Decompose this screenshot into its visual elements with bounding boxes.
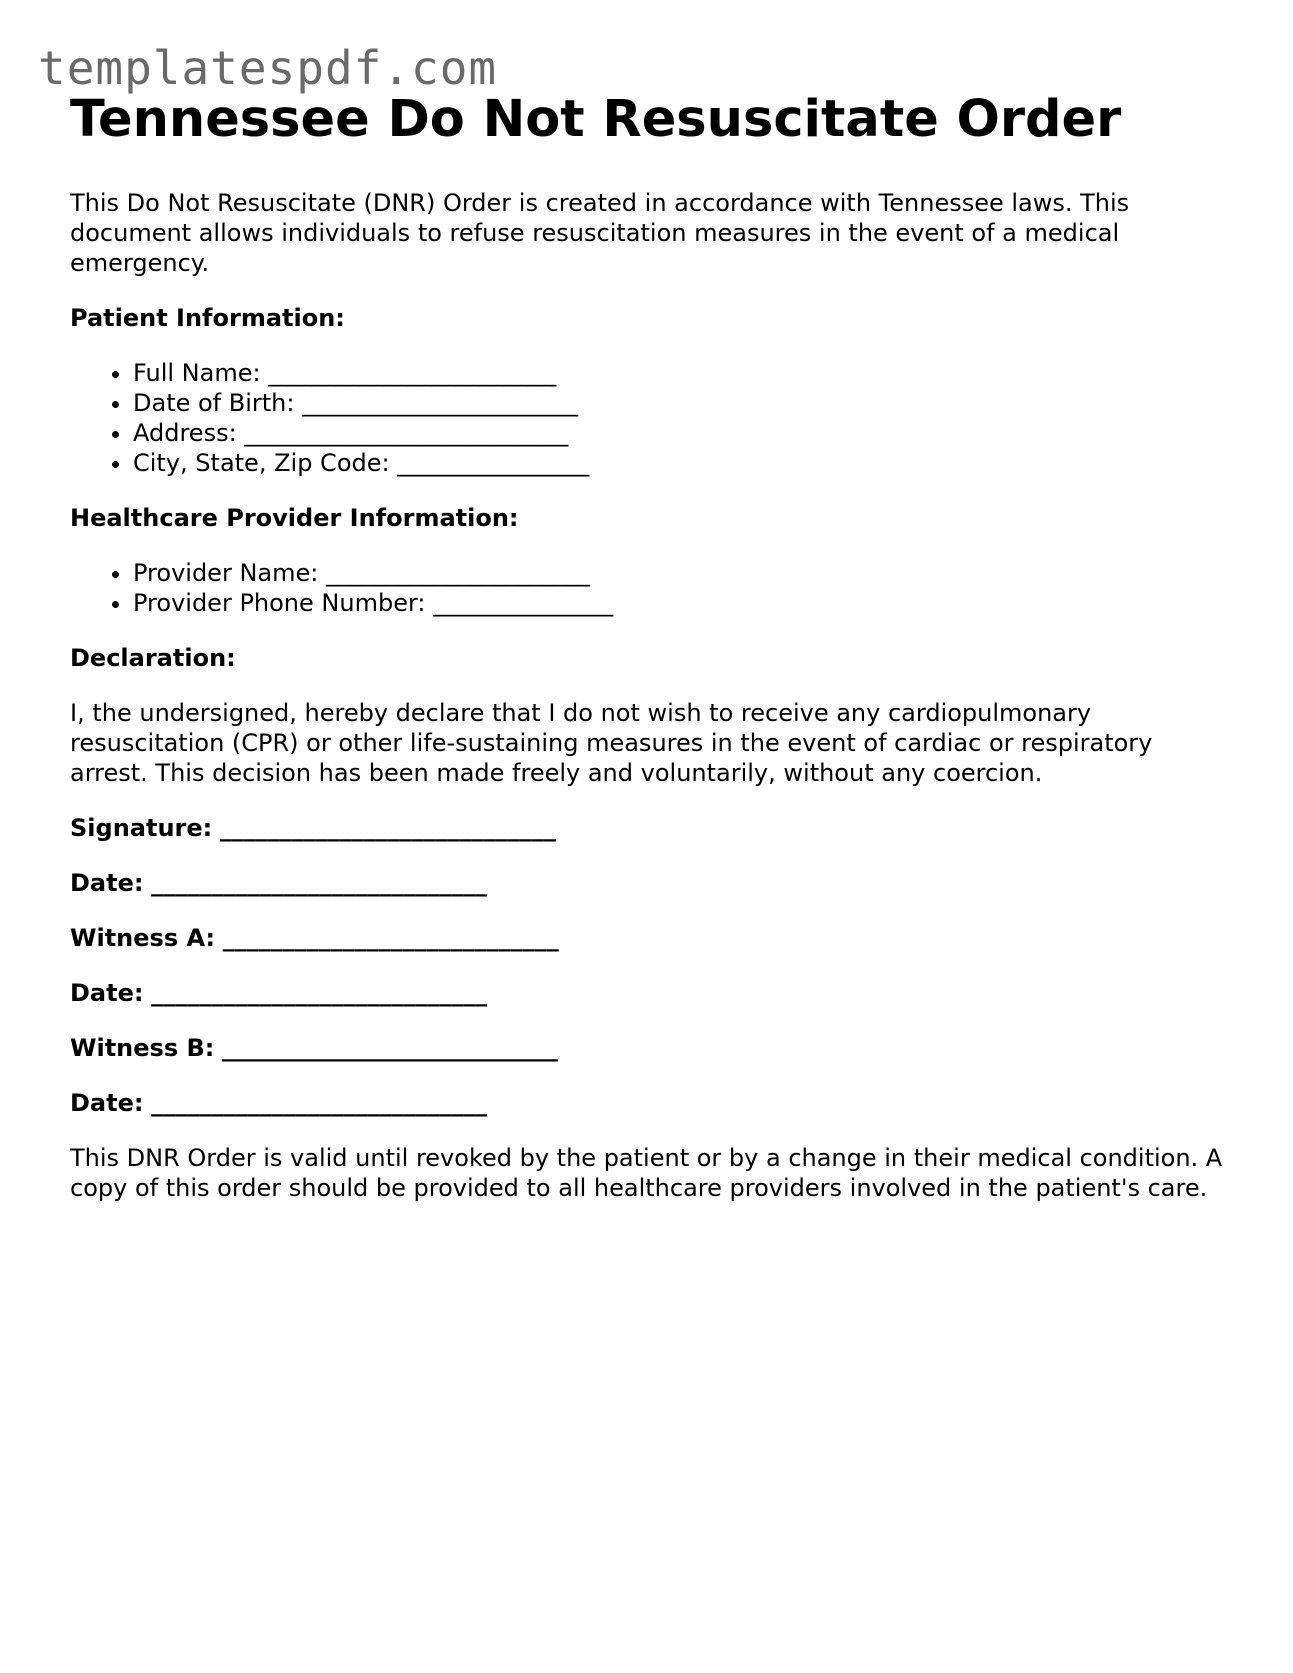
signature-date-blank: ____________________________ (151, 869, 488, 897)
witness-b-date-line (70, 1088, 1230, 1118)
signature-label: Signature: (70, 814, 213, 842)
provider-phone-field: • Provider Phone Number: _______________ (133, 588, 1230, 618)
provider-name-field: • Provider Name: ______________________ (133, 558, 1230, 588)
document-title: Tennessee Do Not Resuscitate Order (70, 90, 1122, 149)
watermark: templatespdf.com (38, 41, 498, 95)
witness-a-date-label: Date: (70, 979, 144, 1007)
witness-b-line (70, 1033, 1230, 1063)
patient-info-list (70, 358, 1230, 478)
declaration-text: I, the undersigned, hereby declare that I do not wish to receive any cardiopulmonary resuscitation (CPR) or other life-sustaining measures in the event of cardiac or respiratory arrest. This decision has been made freely and voluntarily, without any coercion. (70, 699, 1153, 787)
patient-full-name-field: • Full Name: ________________________ (133, 358, 1230, 388)
signature-date-label: Date: (70, 869, 144, 897)
signature-date-line (70, 868, 1230, 898)
patient-dob-field: • Date of Birth: _______________________ (133, 388, 1230, 418)
witness-a-date-blank: ____________________________ (151, 979, 488, 1007)
witness-b-blank: ____________________________ (222, 1034, 558, 1062)
witness-b-date-blank: ____________________________ (151, 1089, 488, 1117)
witness-b-date-label: Date: (70, 1089, 144, 1117)
declaration-heading: Declaration: (70, 644, 236, 672)
patient-city-state-zip-field: • City, State, Zip Code: ________________ (133, 448, 1230, 478)
witness-a-date-line (70, 978, 1230, 1008)
closing-paragraph: This DNR Order is valid until revoked by the patient or by a change in their medical condition. A copy of this order should be provided to all healthcare providers involved in the patient's care. (70, 1144, 1223, 1202)
document-body (70, 88, 1230, 1203)
patient-address-field: • Address: ___________________________ (133, 418, 1230, 448)
witness-a-blank: ____________________________ (222, 924, 559, 952)
signature-line (70, 813, 1230, 843)
intro-paragraph: This Do Not Resuscitate (DNR) Order is created in accordance with Tennessee laws. This document allows individuals to refuse resuscitation measures in the event of a medical emergency. (70, 189, 1130, 277)
signature-blank: ____________________________ (219, 814, 556, 842)
witness-a-label: Witness A: (70, 924, 216, 952)
provider-info-heading: Healthcare Provider Information: (70, 504, 519, 532)
provider-info-list (70, 558, 1230, 618)
patient-info-heading: Patient Information: (70, 304, 345, 332)
witness-b-label: Witness B: (70, 1034, 215, 1062)
witness-a-line (70, 923, 1230, 953)
